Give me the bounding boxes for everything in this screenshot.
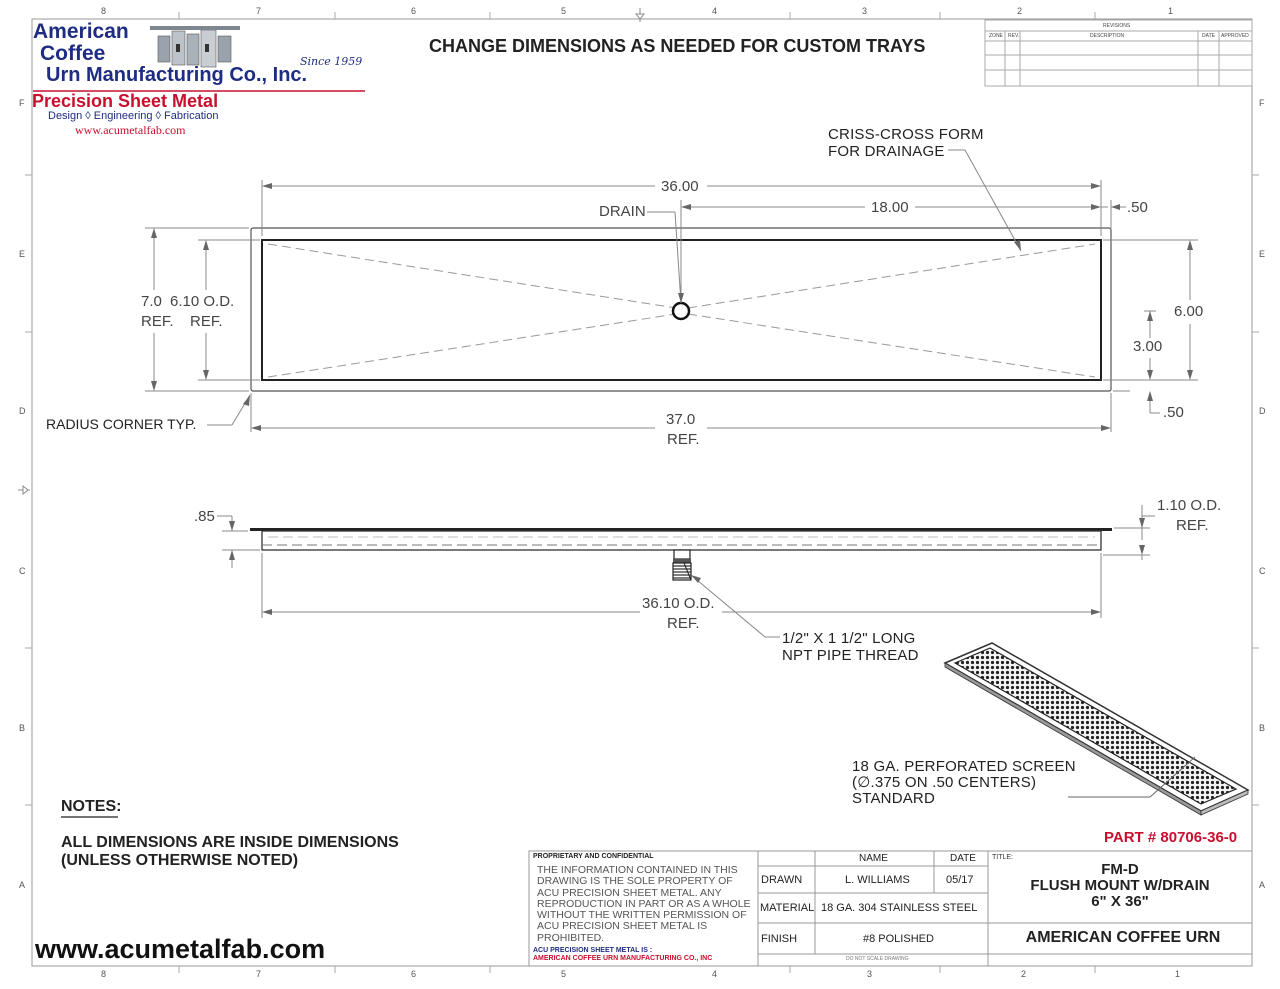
drain-label: DRAIN: [599, 203, 646, 220]
logo-precision: Precision Sheet Metal: [32, 91, 219, 111]
pipe-callout: [782, 630, 919, 664]
border-col-label: 7: [256, 969, 262, 979]
rev-col-approved: APPROVED: [1221, 33, 1249, 39]
dim-3610: 36.10 O.D.: [642, 595, 715, 612]
dim-610-ref: REF.: [190, 313, 223, 330]
date-header: DATE: [950, 853, 976, 864]
border-ticks: [25, 12, 1259, 973]
border-col-label: 3: [867, 969, 873, 979]
proprietary-heading: PROPRIETARY AND CONFIDENTIAL: [533, 853, 654, 860]
border-col-label: 6: [411, 969, 417, 979]
dim-110-ref: REF.: [1176, 517, 1209, 534]
revisions-heading: REVISIONS: [1103, 23, 1131, 29]
logo-american: American: [33, 20, 129, 43]
proprietary-line: WITHOUT THE WRITTEN PERMISSION OF: [537, 909, 747, 922]
sheet-border: [32, 19, 1252, 966]
border-row-label: B: [1259, 723, 1266, 733]
screen-callout-line1: 18 GA. PERFORATED SCREEN: [852, 758, 1076, 775]
dim-3610-ref: REF.: [667, 615, 700, 632]
scale-note: DO NOT SCALE DRAWING: [846, 956, 909, 962]
proprietary-text: [537, 865, 751, 944]
proprietary-line: PROHIBITED.: [537, 931, 605, 944]
drawn-date: 05/17: [946, 874, 974, 886]
pipe-callout-line1: 1/2" X 1 1/2" LONG: [782, 630, 916, 647]
border-col-label: 2: [1021, 969, 1027, 979]
dim-600: 6.00: [1174, 303, 1204, 320]
drawn-name: L. WILLIAMS: [845, 874, 910, 886]
border-row-label: B: [19, 723, 26, 733]
dim-050-bottom: .50: [1163, 404, 1184, 421]
border-row-label: E: [19, 249, 26, 259]
dim-18: 18.00: [871, 199, 909, 216]
notes-line1: ALL DIMENSIONS ARE INSIDE DIMENSIONS: [61, 834, 399, 851]
company-name: AMERICAN COFFEE URN: [1025, 929, 1221, 946]
criss-cross-callout: [828, 126, 984, 160]
dim-050-top: .50: [1127, 199, 1148, 216]
border-col-label: 2: [1017, 6, 1023, 16]
drawing-title: [988, 862, 1252, 910]
logo-services: Design ◊ Engineering ◊ Fabrication: [48, 110, 219, 122]
proprietary-line: DRAWING IS THE SOLE PROPERTY OF: [537, 875, 733, 888]
finish-label: FINISH: [761, 933, 798, 945]
border-row-label: D: [19, 406, 26, 416]
border-row-label: A: [1259, 880, 1266, 890]
border-col-label: 4: [712, 6, 718, 16]
title-line3: 6" X 36": [1091, 893, 1149, 910]
border-col-label: 1: [1168, 6, 1174, 16]
dim-70-ref: REF.: [141, 313, 174, 330]
dim-370-ref: REF.: [667, 431, 700, 448]
screen-callout: [852, 759, 1076, 807]
proprietary-footer2: AMERICAN COFFEE URN MANUFACTURING CO., INC: [533, 955, 713, 962]
website-footer: www.acumetalfab.com: [35, 934, 326, 964]
finish-value: #8 POLISHED: [863, 933, 934, 945]
dim-610: 6.10 O.D.: [170, 293, 235, 310]
border-row-label: D: [1259, 406, 1266, 416]
rev-col-zone: ZONE: [989, 33, 1003, 39]
border-col-label: 8: [101, 969, 107, 979]
rev-col-date: DATE: [1202, 33, 1215, 39]
criss-cross-line2: FOR DRAINAGE: [828, 143, 945, 160]
border-row-label: E: [1259, 249, 1266, 259]
border-row-label: A: [19, 880, 26, 890]
rev-col-rev: REV.: [1008, 33, 1020, 39]
logo-coffee: Coffee: [40, 42, 106, 65]
proprietary-footer1: ACU PRECISION SHEET METAL IS :: [533, 947, 653, 954]
drain-hole: [673, 303, 689, 319]
side-body: [262, 531, 1101, 550]
logo-urn-art: [150, 26, 240, 67]
border-col-label: 5: [561, 6, 567, 16]
proprietary-line: THE INFORMATION CONTAINED IN THIS: [537, 864, 738, 876]
title-line2: FLUSH MOUNT W/DRAIN: [1030, 877, 1210, 894]
part-number: PART # 80706-36-0: [1104, 829, 1238, 846]
title-label: TITLE:: [992, 854, 1014, 861]
screen-callout-line2: (∅.375 ON .50 CENTERS): [852, 774, 1037, 791]
title-line1: FM-D: [1101, 861, 1139, 878]
pipe-thread: [673, 566, 691, 578]
border-col-label: 1: [1175, 969, 1181, 979]
screen-callout-line3: STANDARD: [852, 790, 935, 807]
notes-line2: (UNLESS OTHERWISE NOTED): [61, 852, 299, 869]
criss-cross-line1: CRISS-CROSS FORM: [828, 126, 984, 143]
dim-370: 37.0: [666, 411, 696, 428]
rev-col-description: DESCRIPTION: [1090, 33, 1125, 39]
border-col-label: 6: [411, 6, 417, 16]
material-value: 18 GA. 304 STAINLESS STEEL: [821, 902, 978, 914]
border-col-label: 3: [862, 6, 868, 16]
logo-since: Since 1959: [300, 55, 363, 68]
logo-urn-mfg: Urn Manufacturing Co., Inc.: [46, 64, 308, 86]
proprietary-line: REPRODUCTION IN PART OR AS A WHOLE: [537, 897, 751, 910]
dim-36: 36.00: [661, 178, 699, 195]
page-title: CHANGE DIMENSIONS AS NEEDED FOR CUSTOM TRAYS: [429, 36, 926, 56]
name-header: NAME: [859, 853, 888, 864]
border-row-label: C: [1259, 566, 1266, 576]
dim-110: 1.10 O.D.: [1157, 497, 1222, 514]
pipe-callout-line2: NPT PIPE THREAD: [782, 647, 919, 664]
radius-corner-label: RADIUS CORNER TYP.: [46, 416, 197, 432]
border-row-label: F: [1259, 98, 1265, 108]
drawn-label: DRAWN: [761, 874, 803, 886]
border-row-label: C: [19, 566, 26, 576]
border-col-label: 8: [101, 6, 107, 16]
proprietary-line: ACU PRECISION SHEET METAL IS: [537, 920, 708, 933]
notes-heading: NOTES:: [61, 798, 122, 815]
border-col-label: 4: [712, 969, 718, 979]
proprietary-line: ACU PRECISION SHEET METAL. ANY: [537, 886, 722, 899]
dim-085: .85: [194, 508, 215, 525]
border-row-label: F: [19, 98, 25, 108]
border-col-label: 7: [256, 6, 262, 16]
logo-url: www.acumetalfab.com: [75, 123, 186, 137]
revisions-table: [985, 20, 1252, 86]
border-col-label: 5: [561, 969, 567, 979]
dim-300: 3.00: [1133, 338, 1163, 355]
dim-70: 7.0: [141, 293, 162, 310]
material-label: MATERIAL: [760, 902, 815, 914]
